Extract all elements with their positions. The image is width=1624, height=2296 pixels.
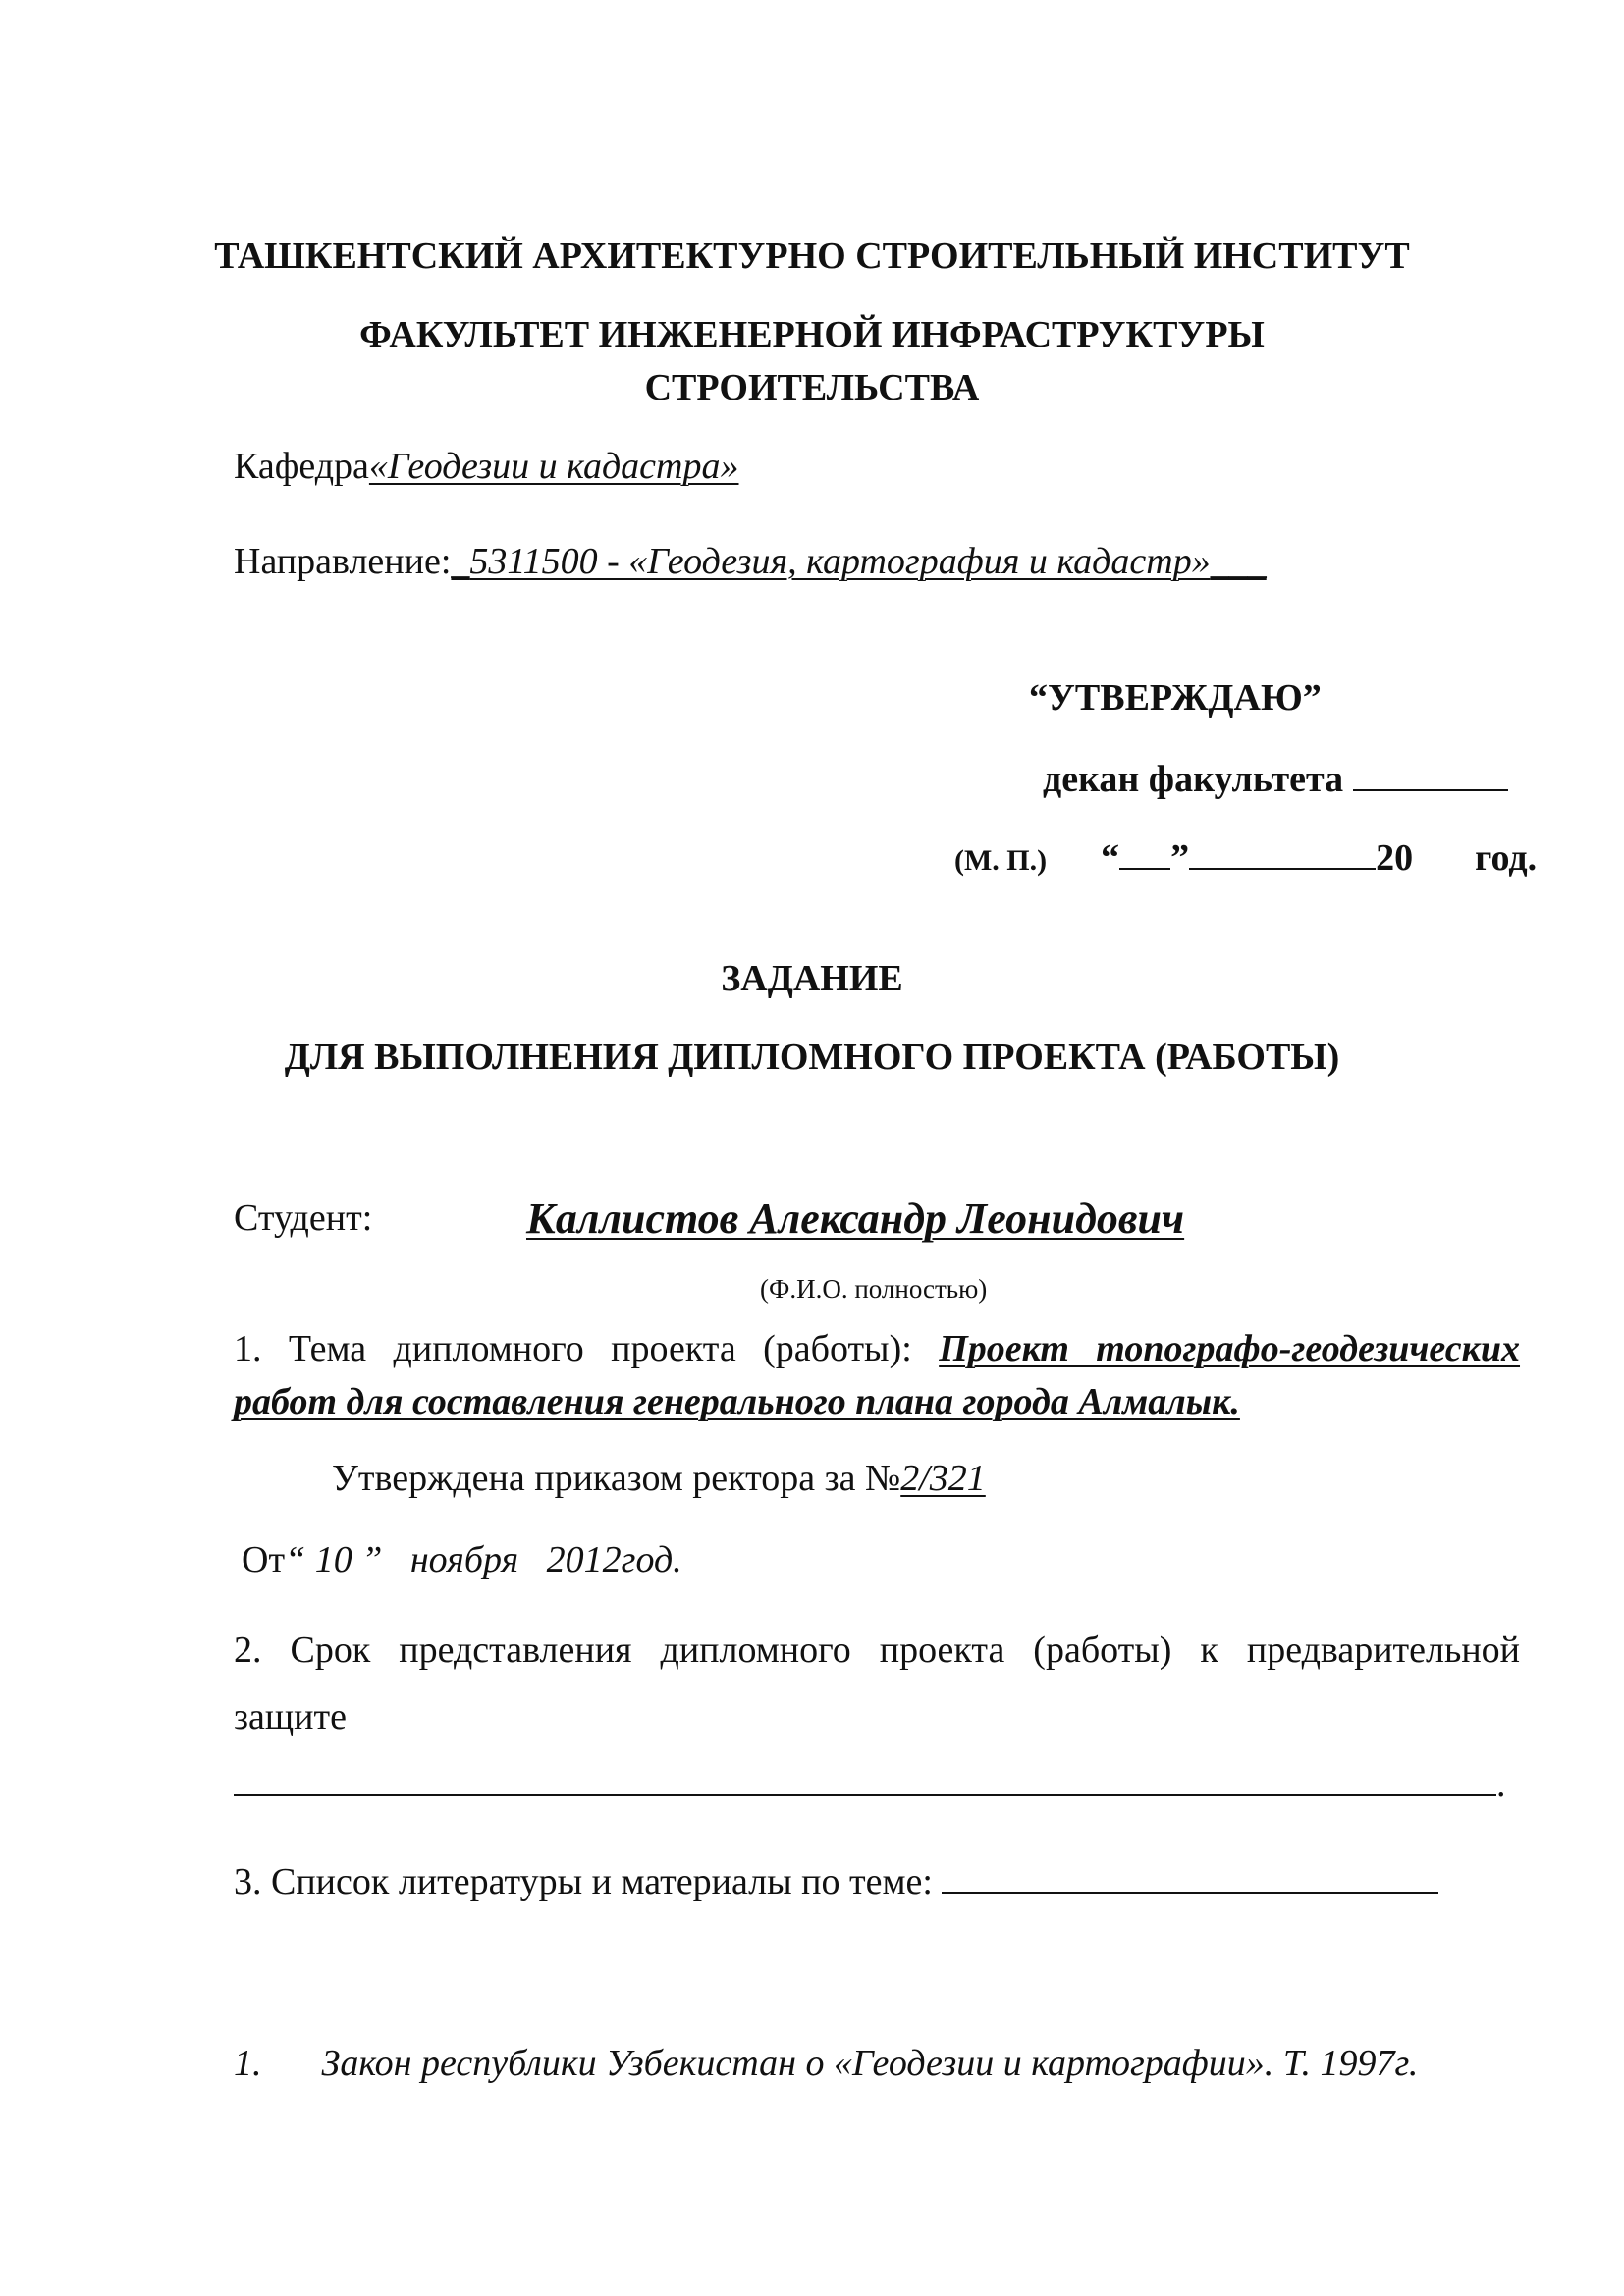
task-subtitle: ДЛЯ ВЫПОЛНЕНИЯ ДИПЛОМНОГО ПРОЕКТА (РАБОТЫ): [284, 1037, 1340, 1078]
topic-label: 1. Тема дипломного проекта (работы):: [234, 1328, 912, 1369]
dean-signature-blank: [1353, 760, 1508, 791]
topic-value-line2: работ для составления генерального плана города Алмалык.: [234, 1381, 1240, 1422]
deadline-line2: защите: [234, 1696, 347, 1737]
literature-item-number: 1.: [234, 2043, 262, 2084]
student-name: Каллистов Александр Леонидович: [526, 1195, 1185, 1243]
student-name-caption: (Ф.И.О. полностью): [760, 1274, 988, 1304]
date-open-quote: “: [1101, 837, 1120, 879]
order-line: [332, 1460, 986, 1497]
order-number: 2/321: [900, 1458, 986, 1499]
literature-blank: [942, 1862, 1438, 1894]
day-blank: [1119, 838, 1170, 870]
dean-label: декан факультета: [1043, 759, 1344, 800]
deadline-line1: 2. Срок представления дипломного проекта (работы) к предварительной: [234, 1629, 1520, 1671]
literature-label: 3. Список литературы и материалы по теме:: [234, 1861, 933, 1902]
month-blank: [1189, 838, 1376, 870]
date-close-quote: ”: [1170, 837, 1190, 879]
approval-title: “УТВЕРЖДАЮ”: [1029, 677, 1322, 719]
faculty-title-line2: СТРОИТЕЛЬСТВА: [644, 367, 980, 408]
direction-value: 5311500 - «Геодезия, картография и кадастр»: [469, 541, 1211, 582]
dean-line: [1043, 760, 1508, 798]
stamp-label: (М. П.): [954, 844, 1048, 877]
approval-date-line: [954, 838, 1537, 877]
direction-label: Направление:: [234, 541, 452, 582]
topic-line1: [234, 1330, 1520, 1367]
topic-value-line1: Проект топографо-геодезических: [939, 1328, 1521, 1369]
department-value: «Геодезии и кадастра»: [368, 446, 739, 487]
direction-value-suffix: ___: [1210, 541, 1267, 582]
department-line: [234, 448, 739, 485]
direction-value-prefix: _: [451, 541, 470, 582]
student-label: Студент:: [234, 1198, 373, 1239]
order-label: Утверждена приказом ректора за №: [332, 1458, 901, 1499]
faculty-title-line1: ФАКУЛЬТЕТ ИНЖЕНЕРНОЙ ИНФРАСТРУКТУРЫ: [359, 314, 1265, 355]
literature-item-text: Закон республики Узбекистан о «Геодезии и картографии». Т. 1997г.: [321, 2043, 1419, 2084]
deadline-blank-line: [234, 1765, 1506, 1803]
literature-item: [234, 2045, 1418, 2082]
year-suffix: год.: [1475, 837, 1538, 879]
order-date-prefix: От: [242, 1539, 286, 1580]
department-label: Кафедра: [234, 446, 369, 487]
literature-line: [234, 1862, 1438, 1900]
deadline-blank: [234, 1765, 1496, 1796]
order-date-line: [242, 1541, 682, 1578]
institute-title: ТАШКЕНТСКИЙ АРХИТЕКТУРНО СТРОИТЕЛЬНЫЙ ИНСТИТУТ: [214, 236, 1410, 277]
direction-line: [234, 543, 1267, 580]
task-title: ЗАДАНИЕ: [721, 958, 903, 999]
year-prefix: 20: [1376, 837, 1414, 879]
deadline-end-mark: .: [1496, 1764, 1506, 1805]
order-date-value: “ 10 ” ноября 2012год.: [285, 1539, 682, 1580]
